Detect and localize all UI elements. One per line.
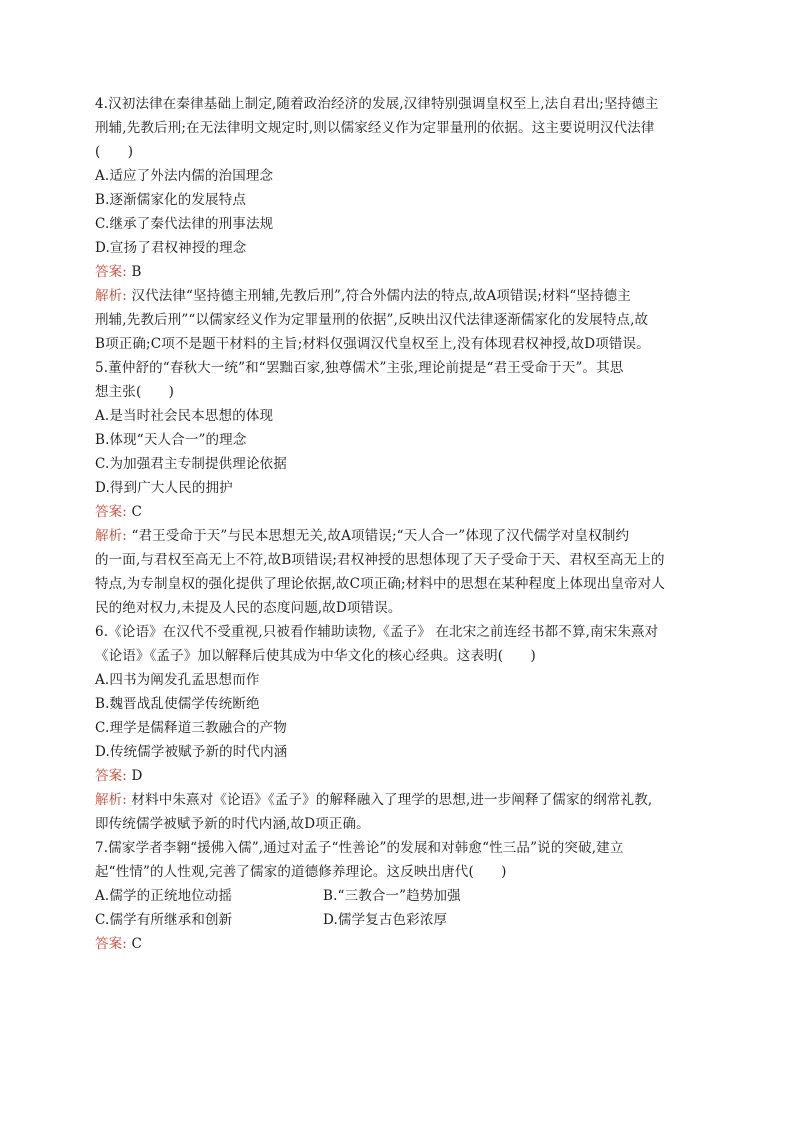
question-stem-line: 想主张( ) [95,384,175,400]
question-stem-line: 起“性情”的人性观,完善了儒家的道德修养理论。这反映出唐代( ) [95,864,507,880]
answer-row [95,500,700,524]
question-5 [95,356,700,620]
options-row [95,884,700,908]
question-stem-line: 5.董仲舒的“春秋大一统”和“罢黜百家,独尊儒术”主张,理论前提是“君王受命于天”。其思 [95,360,624,376]
analysis-label: 解析: [95,288,127,304]
option-c: C.理学是儒释道三教融合的产物 [95,720,287,736]
question-6 [95,620,700,836]
analysis-line: 刑辅,先教后刑”“以儒家经义作为定罪量刑的依据”,反映出汉代法律逐渐儒家化的发展特点,故 [95,312,649,328]
analysis-line: 特点,为专制皇权的强化提供了理论依据,故C项正确;材料中的思想在某种程度上体现出皇帝对人 [95,576,666,592]
option-b: B.“三教合一”趋势加强 [323,888,461,904]
analysis-line: 即传统儒学被赋予新的时代内涵,故D项正确。 [95,816,370,832]
question-7 [95,836,700,956]
option-c: C.继承了秦代法律的刑事法规 [95,216,274,232]
option-d: D.儒学复古色彩浓厚 [323,912,448,928]
question-stem-line: 《论语》《孟子》加以解释后使其成为中华文化的核心经典。这表明( ) [95,648,536,664]
document-page [95,92,700,956]
analysis-line: 的一面,与君权至高无上不符,故B项错误;君权神授的思想体现了天子受命于天、君权至高无上的 [95,552,665,568]
analysis-line [95,524,700,548]
answer-label: 答案: [95,768,127,784]
option-a: A.是当时社会民本思想的体现 [95,408,274,424]
analysis-line [95,284,700,308]
option-b: B.魏晋战乱使儒学传统断绝 [95,696,260,712]
option-d: D.得到广大人民的拥护 [95,480,233,496]
analysis-line: 民的绝对权力,未提及人民的态度问题,故D项错误。 [95,600,402,616]
options-row [95,908,700,932]
option-a: A.适应了外法内儒的治国理念 [95,168,274,184]
question-stem-line: ( ) [95,144,134,160]
analysis-line [95,788,700,812]
option-d: D.宣扬了君权神授的理念 [95,240,247,256]
option-c: C.儒学有所继承和创新 [95,912,233,928]
answer-value: B [131,264,142,280]
analysis-text: 材料中朱熹对《论语》《孟子》的解释融入了理学的思想,进一步阐释了儒家的纲常礼教, [131,792,653,808]
option-a: A.四书为阐发孔孟思想而作 [95,672,260,688]
question-4 [95,92,700,356]
answer-label: 答案: [95,264,127,280]
answer-value: C [131,936,142,952]
question-stem-line: 刑辅,先教后刑;在无法律明文规定时,则以儒家经义作为定罪量刑的依据。这主要说明汉代法律 [95,120,655,136]
answer-value: C [131,504,142,520]
option-b: B.逐渐儒家化的发展特点 [95,192,247,208]
answer-label: 答案: [95,936,127,952]
analysis-line: B项正确;C项不是题干材料的主旨;材料仅强调汉代皇权至上,没有体现君权神授,故D项错误。 [95,336,650,352]
question-stem-line: 7.儒家学者李翱“援佛入儒”,通过对孟子“性善论”的发展和对韩愈“性三品”说的突破,建立 [95,840,624,856]
analysis-label: 解析: [95,792,127,808]
question-stem-line: 6.《论语》在汉代不受重视,只被看作辅助读物,《孟子》 在北宋之前连经书都不算,南宋朱熹对 [95,624,659,640]
answer-row [95,260,700,284]
answer-row [95,932,700,956]
analysis-text: “君王受命于天”与民本思想无关,故A项错误;“天人合一”体现了汉代儒学对皇权制约 [131,528,630,544]
answer-label: 答案: [95,504,127,520]
answer-value: D [131,768,143,784]
option-b: B.体现“天人合一”的理念 [95,432,247,448]
option-c: C.为加强君主专制提供理论依据 [95,456,287,472]
analysis-label: 解析: [95,528,127,544]
option-a: A.儒学的正统地位动摇 [95,888,233,904]
analysis-text: 汉代法律“坚持德主刑辅,先教后刑”,符合外儒内法的特点,故A项错误;材料“坚持德主 [131,288,631,304]
option-d: D.传统儒学被赋予新的时代内涵 [95,744,288,760]
question-stem-line: 4.汉初法律在秦律基础上制定,随着政治经济的发展,汉律特别强调皇权至上,法自君出;坚持德主 [95,96,659,112]
answer-row [95,764,700,788]
